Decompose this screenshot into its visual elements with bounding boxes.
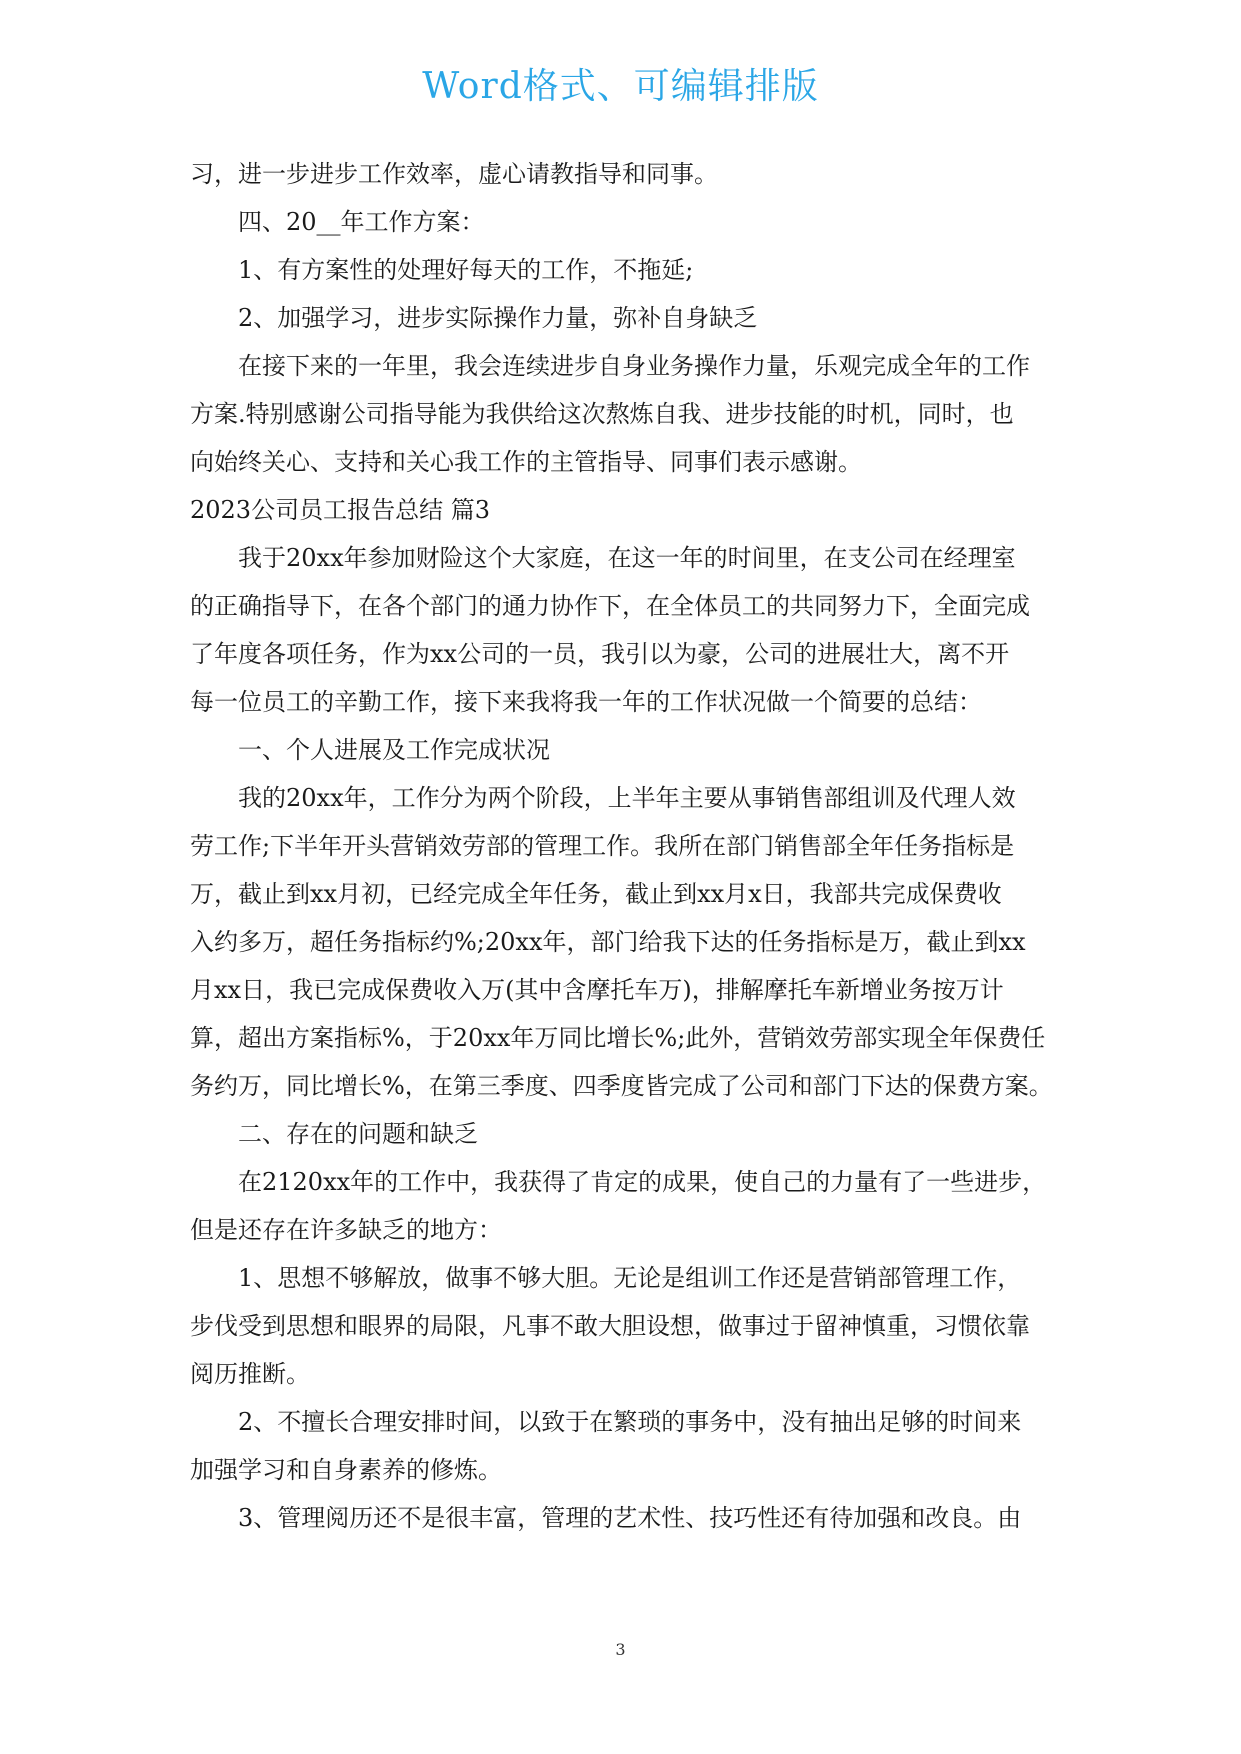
text-line: 劳工作;下半年开头营销效劳部的管理工作。我所在部门销售部全年任务指标是 [190, 832, 1015, 860]
text-line: 一、个人进展及工作完成状况 [238, 736, 550, 764]
text-line: 算，超出方案指标%，于20xx年万同比增长%;此外，营销效劳部实现全年保费任 [190, 1024, 1046, 1052]
text-line: 在2120xx年的工作中，我获得了肯定的成果，使自己的力量有了一些进步， [238, 1168, 1047, 1196]
text-line: 步伐受到思想和眼界的局限，凡事不敢大胆设想，做事过于留神慎重，习惯依靠 [190, 1312, 1030, 1340]
page-number: 3 [615, 1640, 626, 1659]
text-line: 入约多万，超任务指标约%;20xx年，部门给我下达的任务指标是万，截止到xx [190, 928, 1026, 956]
text-line: 二、存在的问题和缺乏 [238, 1120, 478, 1148]
text-line: 习，进一步进步工作效率，虚心请教指导和同事。 [190, 160, 718, 188]
text-line: 在接下来的一年里，我会连续进步自身业务操作力量，乐观完成全年的工作 [238, 352, 1030, 380]
text-line: 了年度各项任务，作为xx公司的一员，我引以为豪，公司的进展壮大，离不开 [190, 640, 1010, 668]
text-line: 的正确指导下，在各个部门的通力协作下，在全体员工的共同努力下，全面完成 [190, 592, 1030, 620]
text-line: 2、加强学习，进步实际操作力量，弥补自身缺乏 [238, 304, 758, 332]
text-line: 1、思想不够解放，做事不够大胆。无论是组训工作还是营销部管理工作， [238, 1264, 1022, 1292]
page-header-title: Word格式、可编辑排版 [422, 66, 819, 107]
text-line: 我于20xx年参加财险这个大家庭，在这一年的时间里，在支公司在经理室 [238, 544, 1016, 572]
text-line: 但是还存在许多缺乏的地方： [190, 1216, 502, 1244]
text-line: 万，截止到xx月初，已经完成全年任务，截止到xx月x日，我部共完成保费收 [190, 880, 1002, 908]
text-line: 务约万，同比增长%，在第三季度、四季度皆完成了公司和部门下达的保费方案。 [190, 1072, 1053, 1100]
text-line: 加强学习和自身素养的修炼。 [190, 1456, 502, 1484]
text-line: 3、管理阅历还不是很丰富，管理的艺术性、技巧性还有待加强和改良。由 [238, 1504, 1022, 1532]
text-line: 方案.特别感谢公司指导能为我供给这次熬炼自我、进步技能的时机，同时，也 [190, 400, 1014, 428]
text-line: 我的20xx年，工作分为两个阶段，上半年主要从事销售部组训及代理人效 [238, 784, 1016, 812]
text-line: 2、不擅长合理安排时间，以致于在繁琐的事务中，没有抽出足够的时间来 [238, 1408, 1022, 1436]
text-line: 2023公司员工报告总结 篇3 [190, 496, 490, 524]
text-line: 四、20__年工作方案： [238, 208, 485, 236]
document-body [190, 150, 1070, 1542]
text-line: 阅历推断。 [190, 1360, 310, 1388]
text-line: 每一位员工的辛勤工作，接下来我将我一年的工作状况做一个简要的总结： [190, 688, 982, 716]
text-line: 1、有方案性的处理好每天的工作，不拖延; [238, 256, 694, 284]
text-line: 月xx日，我已完成保费收入万(其中含摩托车万)，排解摩托车新增业务按万计 [190, 976, 1004, 1004]
text-line: 向始终关心、支持和关心我工作的主管指导、同事们表示感谢。 [190, 448, 862, 476]
